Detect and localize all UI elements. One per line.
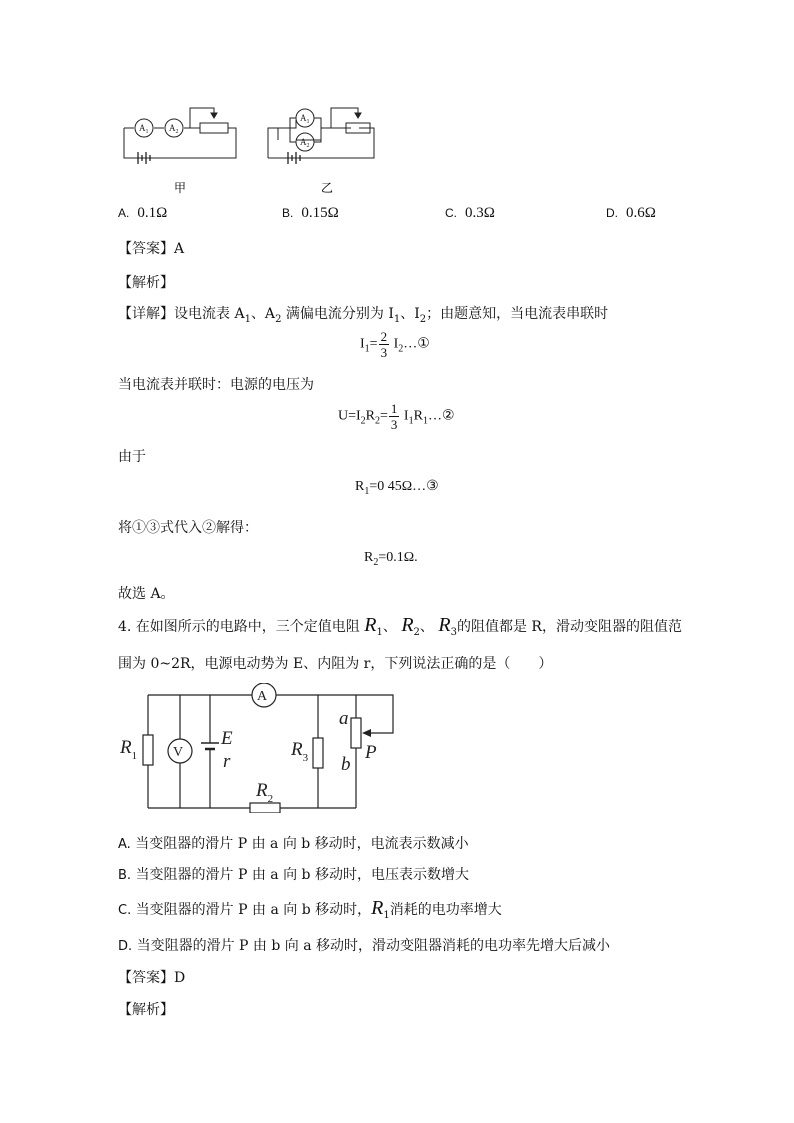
label-r1: R [120,737,132,758]
q4-option-c: C. 当变阻器的滑片 P 由 a 向 b 移动时，$R_1$消耗的电功率增大 [118,897,502,921]
q3-substitute-line: 将①③式代入②解得： [118,520,258,536]
figure-label-yi: 乙 [321,181,334,195]
q3-option-a: A. 0.1Ω [118,205,168,221]
svg-text:A1 [139,123,149,135]
svg-text:A1 [300,113,310,125]
q4-stem-line2: 围为 0~2R，电源电动势为 E、内阻为 r，下列说法正确的是（ ） [118,656,553,672]
ammeter-a1-label: A [139,123,146,133]
q4-option-d: D. 当变阻器的滑片 P 由 b 向 a 移动时，滑动变阻器消耗的电功率先增大后减小 [118,938,611,954]
resistor-r2-icon [250,803,280,813]
q3-since-line: 由于 [118,449,146,465]
figure-label-jia: 甲 [174,181,187,195]
ammeter-a1-sub-yi: 1 [306,119,310,125]
label-r-internal: r [223,751,231,772]
q3-detail-line: 【详解】设电流表 $A_1$、$A_2$ 满偏电流分别为 $I_1$、$I_2$；由题意知，当电流表串联时 [118,306,609,325]
svg-text:R1 [119,737,137,762]
q3-parallel-line: 当电流表并联时：电源的电压为 [118,377,314,393]
ammeter-a1-label-yi: A [300,113,307,123]
ammeter-label: A [257,689,268,704]
q4-stem-line1: 4. 在如图所示的电路中，三个定值电阻 $R_1$、 $R_2$、 $R_3$的阻值都是 R，滑动变阻器的阻值范 [118,614,682,638]
label-e: E [221,728,233,749]
svg-text:A2 [169,123,179,135]
figure-circuit-q4 [115,683,415,813]
q4-analysis-heading: 【解析】 [118,1002,174,1018]
label-r1-sub: 1 [131,750,138,762]
ammeter-a2-sub-yi: 2 [306,143,310,149]
label-r2-sub: 2 [267,793,274,805]
svg-text:A2 [300,137,310,149]
equation-2: $U=I_2R_2=$ $\frac{1}{3}$ $I_1R_1\dots ②$ [338,401,455,432]
ammeter-a2-sub: 2 [175,129,179,135]
slider-arrow-icon [362,729,371,737]
q3-answer: 【答案】A [118,241,185,257]
figure-ammeter-circuits [118,100,418,195]
q3-conclusion: 故选 A。 [118,586,175,602]
resistor-r1-icon [143,735,153,765]
voltmeter-label: V [173,745,184,760]
svg-text:R3 [290,739,309,764]
label-r2: R [256,780,268,801]
equation-1: $I_1=$ $\frac{2}{3}$ $I_2\dots ①$ [360,329,430,360]
equation-3: $R_1=0$ 45Ω…③ [355,479,439,497]
ammeter-a1-sub: 1 [145,129,149,135]
ammeter-a2-label: A [169,123,176,133]
q3-option-b: B. 0.15Ω [282,205,339,221]
ammeter-a2-label-yi: A [300,137,307,147]
label-r3: R [291,739,303,760]
q4-answer: 【答案】D [118,970,186,986]
label-p: P [365,742,377,763]
svg-text:R2 [255,780,273,805]
label-a: a [339,708,349,729]
equation-4: $R_2=0.1\Omega$. [364,550,418,568]
q4-option-a: A. 当变阻器的滑片 P 由 a 向 b 移动时，电流表示数减小 [118,836,469,852]
q3-option-c: C. 0.3Ω [445,205,495,221]
resistor-r3-icon [313,738,323,768]
q3-option-d: D. 0.6Ω [606,205,656,221]
q4-option-b: B. 当变阻器的滑片 P 由 a 向 b 移动时，电压表示数增大 [118,867,469,883]
label-b: b [341,754,351,775]
rheostat-icon [351,718,361,748]
q3-analysis-heading: 【解析】 [118,275,174,291]
label-r3-sub: 3 [302,752,309,764]
